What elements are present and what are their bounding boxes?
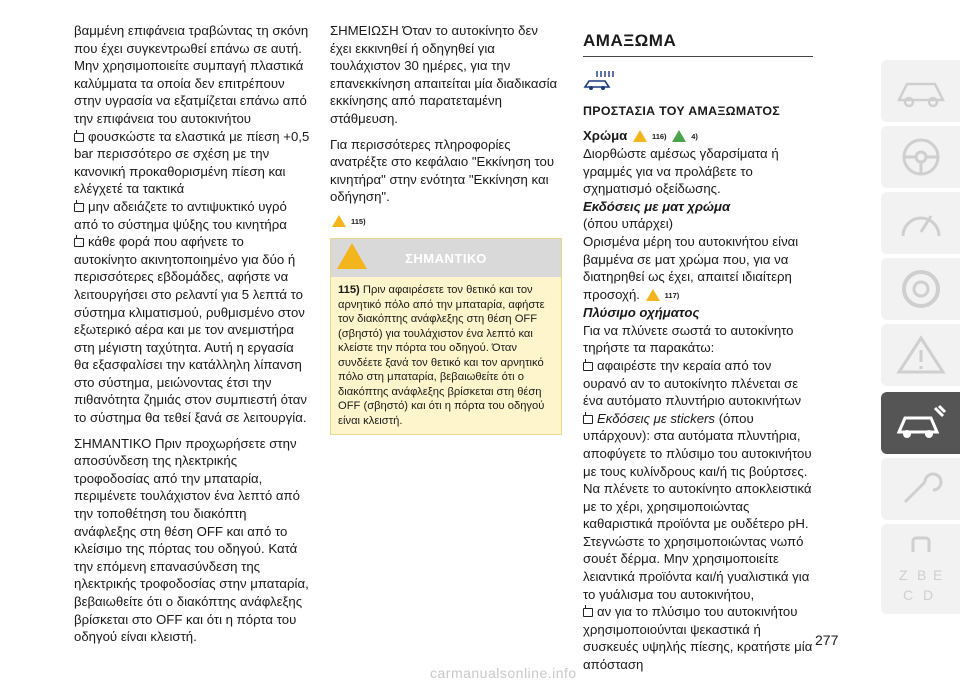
bullet-icon (74, 238, 84, 247)
bullet-icon (74, 133, 84, 142)
warning-icon (646, 289, 660, 301)
warning-icon (332, 215, 346, 227)
paragraph: Ορισμένα μέρη του αυτοκινήτου είναι βαμμένα σε ματ χρώμα που, για να διατηρηθεί ως έχει, απαιτεί ιδιαίτερη προσοχή. 117) (583, 234, 799, 302)
paragraph: βαμμένη επιφάνεια τραβώντας τη σκόνη που έχει συγκεντρωθεί επάνω σε αυτή. Μην χρησιμοποιείτε συμπαγή πλαστικά καλύμματα τα οποία δεν επιτρέπουν στην υγρασία να εξατμίζεται επάνω από την επιφάνεια του αυτοκινήτου (74, 23, 309, 126)
warning-icon[interactable] (881, 324, 960, 386)
note-paragraph: ΣΗΜΕΙΩΣΗ Όταν το αυτοκίνητο δεν έχει εκκινηθεί ή οδηγηθεί για τουλάχιστον 30 ημέρες, για την επανεκκίνηση απαιτείται μία διαδικασία εκκίνησης από παρατεταμένη στάθμευση. (330, 23, 558, 126)
svg-text:D: D (923, 587, 934, 603)
gauge-icon[interactable] (881, 192, 960, 254)
text-column-1 (74, 22, 310, 646)
box-ref-number: 115) (338, 284, 360, 297)
important-box (330, 238, 562, 435)
car-wash-icon (583, 69, 615, 91)
svg-text:B: B (917, 567, 927, 583)
bullet-item: μην αδειάζετε το αντιψυκτικό υγρό από το σύστημα ψύξης του κινητήρα (74, 198, 287, 232)
steering-wheel-icon[interactable] (881, 126, 960, 188)
important-box-title: ΣΗΜΑΝΤΙΚΟ (405, 251, 487, 267)
bullet-item: αν για το πλύσιμο του αυτοκινήτου χρησιμοποιούνται ψεκαστικά ή συσκευές υψηλής πίεσης, κρατήστε μία απόσταση (583, 604, 813, 673)
box-text: Πριν αφαιρέσετε τον θετικό και τον αρνητικό πόλο από την μπαταρία, αφήστε τον διακόπτης ανάφλεξης στη θέση OFF (σβηστό) για τουλάχιστον ένα λεπτό και κλείστε την πόρτα του οδηγού. Όταν συνδέετε ξανά τον θετικό και τον αρνητικό πόλο στη μπαταρία, βεβαιωθείτε ότι ο διακόπτης ανάφλεξης βρίσκεται στη θέση OFF (σβηστό) και ότι η πόρτα του οδηγού είναι κλειστή. (338, 284, 545, 427)
subsection-title: ΠΡΟΣΤΑΣΙΑ ΤΟΥ ΑΜΑΞΩΜΑΤΟΣ (583, 104, 781, 119)
paragraph: (όπου υπάρχει) (583, 216, 674, 232)
alphabet-index-icon[interactable] (881, 552, 960, 614)
bullet-icon (74, 203, 84, 212)
warning-icon (633, 130, 647, 142)
ref-number: 115) (351, 216, 366, 226)
heading: Εκδόσεις με ματ χρώμα (583, 198, 731, 214)
maintenance-car-icon[interactable] (881, 392, 960, 454)
svg-text:E: E (933, 567, 943, 583)
svg-text:C: C (903, 587, 914, 603)
environment-icon (672, 130, 686, 142)
wrench-icon[interactable] (881, 458, 960, 520)
heading: Χρώμα (583, 127, 628, 143)
bullet-item: κάθε φορά που αφήνετε το αυτοκίνητο ακινητοποιημένο για δύο ή περισσότερες εβδομάδες, αφήστε να λειτουργήσει στο ρελαντί για 5 λεπτά το σύστημα κλιματισμού, ρυθμισμένο στον εξωτερικό αέρα και με τον ανεμιστήρα στη μέγιστη ταχύτητα. Αυτή η εργασία θα εξασφαλίσει την κατάλληλη λίπανση στο σύστημα, μειώνοντας έτσι την πιθανότητα ζημιάς στον συμπιεστή όταν το σύστημα θα τεθεί ξανά σε λειτουργία. (74, 234, 308, 426)
ref-line (330, 212, 562, 230)
page-number: 277 (815, 632, 839, 648)
important-box-header (331, 239, 561, 277)
text-column-2 (330, 22, 562, 435)
tire-icon[interactable] (881, 258, 960, 320)
bullet-item: Εκδόσεις με stickers (όπου υπάρχουν): στα αυτόματα πλυντήρια, αποφύγετε το πλύσιμο του αυτοκινήτου με τους κυλίνδρους και/ή τις βούρτσες. Να πλένετε το αυτοκίνητο αποκλειστικά με το χέρι, χρησιμοποιώντας καθαριστικά προϊόντα με ουδέτερο pH. Στεγνώστε το χρησιμοποιώντας νωπό σουέτ δέρμα. Μην χρησιμοποιείτε λειαντικά προϊόντα και/ή γυαλιστικά για το γυάλισμα του αυτοκινήτου, (583, 410, 812, 602)
heading-line: Χρώμα 116) 4) (583, 127, 698, 143)
paragraph: ΣΗΜΑΝΤΙΚΟ Πριν προχωρήσετε στην αποσύνδεση της ηλεκτρικής τροφοδοσίας από την μπαταρία, περιμένετε τουλάχιστον ένα λεπτό από την τοποθέτηση του διακόπτη ανάφλεξης στη θέση OFF και από το κλείσιμο της πόρτας του οδηγού. Κατά την επόμενη επανασύνδεση της ηλεκτρικής τροφοδοσίας στην μπαταρία, βεβαιωθείτε ότι ο διακόπτης ανάφλεξης βρίσκεται στο OFF και ότι η πόρτα του οδηγού είναι κλειστή. (74, 435, 309, 645)
watermark: carmanualsonline.info (430, 665, 577, 681)
heading: Πλύσιμο οχήματος (583, 305, 700, 321)
important-box-body (331, 277, 561, 434)
svg-text:Z: Z (899, 567, 908, 583)
bullet-item: φουσκώστε τα ελαστικά με πίεση +0,5 bar περισσότερο σε σχέση με την κανονική προκαθορισμένη πίεση και ελέγχετέ τα τακτικά (74, 128, 310, 197)
paragraph: Διορθώστε αμέσως γδαρσίματα ή γραμμές για να προλάβετε το σχηματισμό οξείδωσης. (583, 146, 779, 197)
divider (583, 56, 813, 57)
car-dashboard-icon[interactable] (881, 60, 960, 122)
paragraph: Για περισσότερες πληροφορίες ανατρέξτε στο κεφάλαιο "Εκκίνηση του κινητήρα" στην ενότητα "Εκκίνηση και οδήγηση". (330, 136, 555, 205)
paragraph: Για να πλύνετε σωστά το αυτοκίνητο τηρήστε τα παρακάτω: (583, 322, 794, 356)
section-title: ΑΜΑΞΩΜΑ (583, 31, 677, 50)
bullet-icon (583, 362, 593, 371)
text-column-3 (583, 22, 813, 674)
bullet-item: αφαιρέστε την κεραία από τον ουρανό αν το αυτοκίνητο πλένεται σε ένα αυτόματο πλυντήριο αυτοκινήτων (583, 357, 802, 409)
bullet-icon (583, 608, 593, 617)
bullet-icon (583, 415, 593, 424)
